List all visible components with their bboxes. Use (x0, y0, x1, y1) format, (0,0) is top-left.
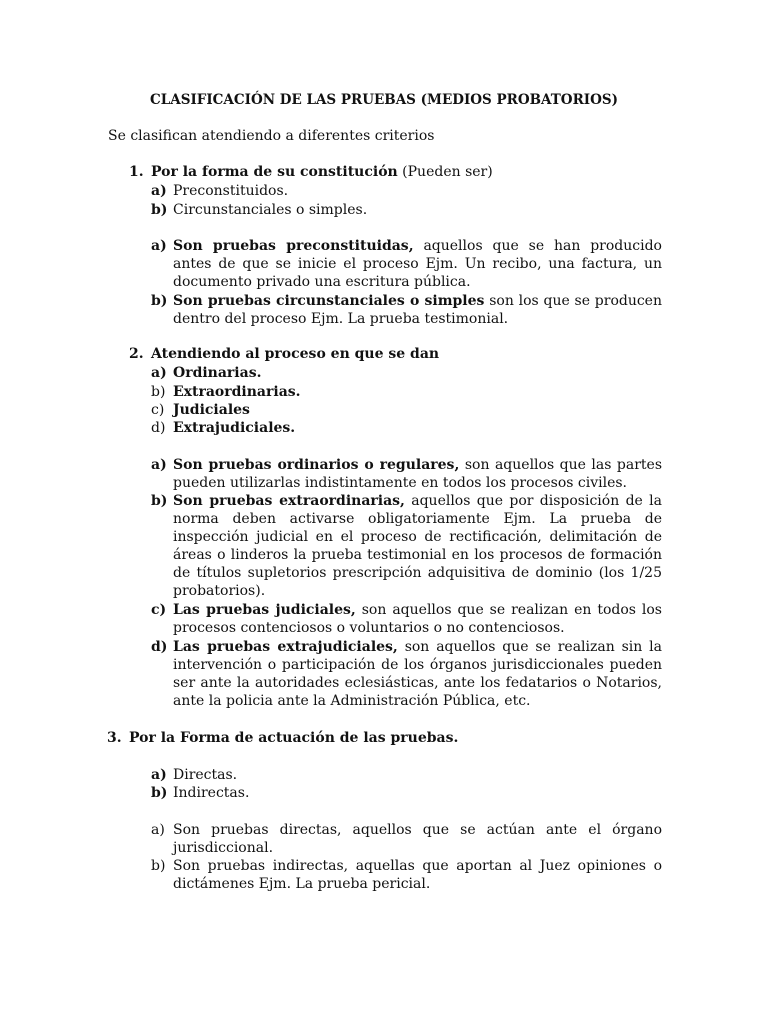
item-term: Las pruebas extrajudiciales, (173, 639, 398, 655)
item-label: c) (151, 402, 165, 418)
item-text: Extrajudiciales. (173, 420, 296, 436)
s1-list-item-b (151, 201, 662, 219)
section-1-heading (129, 164, 493, 180)
section-2-number: 2. (129, 346, 144, 362)
item-label: a) (151, 822, 165, 838)
item-term: Las pruebas judiciales, (173, 602, 356, 618)
s2-list-item-a (151, 364, 662, 382)
item-text: Judiciales (173, 402, 250, 418)
s3-desc-a (151, 821, 662, 857)
item-label: c) (151, 602, 167, 618)
item-text (173, 638, 662, 710)
s1-desc-b (151, 292, 662, 328)
s2-list-item-b (151, 383, 662, 401)
item-definition: aquellos que por disposición de la norma deben activarse obligatoriamente Ejm. La prueba de inspección judicial en el proceso de rectificación, delimitación de áreas o linderos la prueba testimonial en los procesos de formación de títulos supletorios prescripción adquisitiva de dominio (los 1/25 probatorios). (173, 493, 662, 599)
section-2-heading (129, 346, 439, 362)
s2-desc-d (151, 638, 662, 710)
item-label: b) (151, 202, 168, 218)
item-text: Preconstituidos. (173, 183, 289, 199)
item-definition: son los que se producen dentro del proceso Ejm. La prueba testimonial. (173, 293, 662, 327)
item-label: b) (151, 785, 168, 801)
item-label: a) (151, 767, 167, 783)
item-term: Son pruebas ordinarios o regulares, (173, 457, 460, 473)
item-definition: son aquellos que se realizan en todos los procesos contenciosos o voluntarios o no contenciosos. (173, 602, 662, 636)
s3-list-item-b (151, 784, 662, 802)
s3-list-item-a (151, 766, 662, 784)
item-label: b) (151, 293, 168, 309)
item-text: Son pruebas indirectas, aquellas que aportan al Juez opiniones o dictámenes Ejm. La prueba pericial. (173, 858, 662, 892)
item-label: b) (151, 384, 166, 400)
section-2-title: Atendiendo al proceso en que se dan (151, 346, 440, 362)
item-text: Extraordinarias. (173, 384, 301, 400)
item-label: d) (151, 639, 168, 655)
item-text: Son pruebas directas, aquellos que se actúan ante el órgano jurisdiccional. (173, 822, 662, 856)
item-label: a) (151, 183, 167, 199)
section-1-number: 1. (129, 164, 144, 180)
item-label: b) (151, 858, 166, 874)
item-text (173, 601, 662, 637)
item-label: a) (151, 457, 167, 473)
item-label: b) (151, 493, 168, 509)
item-text (173, 237, 662, 291)
section-1-title: Por la forma de su constitución (151, 164, 398, 180)
section-3-title: Por la Forma de actuación de las pruebas. (129, 730, 459, 746)
item-text: Indirectas. (173, 785, 250, 801)
item-text: Directas. (173, 767, 238, 783)
s3-desc-b (151, 857, 662, 893)
item-definition: son aquellos que las partes pueden utilizarlas indistintamente en todos los procesos civiles. (173, 457, 662, 491)
item-text: Circunstanciales o simples. (173, 202, 368, 218)
s2-desc-c (151, 601, 662, 637)
document-title: CLASIFICACIÓN DE LAS PRUEBAS (MEDIOS PROBATORIOS) (150, 92, 618, 108)
s2-desc-b (151, 492, 662, 600)
s2-list-item-d (151, 419, 662, 437)
section-3-heading (107, 730, 458, 746)
section-3-number: 3. (107, 730, 122, 746)
item-label: a) (151, 238, 167, 254)
item-definition: aquellos que se han producido antes de que se inicie el proceso Ejm. Un recibo, una factura, un documento privado una escritura pública. (173, 238, 662, 290)
item-term: Son pruebas extraordinarias, (173, 493, 405, 509)
item-text (173, 456, 662, 492)
s2-desc-a (151, 456, 662, 492)
s2-list-item-c (151, 401, 662, 419)
item-text: Ordinarias. (173, 365, 262, 381)
item-label: a) (151, 365, 167, 381)
s1-desc-a (151, 237, 662, 291)
item-text (173, 492, 662, 600)
intro-text: Se clasifican atendiendo a diferentes criterios (108, 128, 435, 144)
item-label: d) (151, 420, 166, 436)
item-text (173, 292, 662, 328)
item-term: Son pruebas circunstanciales o simples (173, 293, 485, 309)
item-term: Son pruebas preconstituidas, (173, 238, 414, 254)
item-definition: son aquellos que se realizan sin la intervención o participación de los órganos jurisdiccionales pueden ser ante la autoridades eclesiásticas, ante los fedatarios o Notarios, ante la policia ante la Administración Pública, etc. (173, 639, 663, 709)
section-1-note: (Pueden ser) (397, 164, 493, 180)
s1-list-item-a (151, 182, 662, 200)
